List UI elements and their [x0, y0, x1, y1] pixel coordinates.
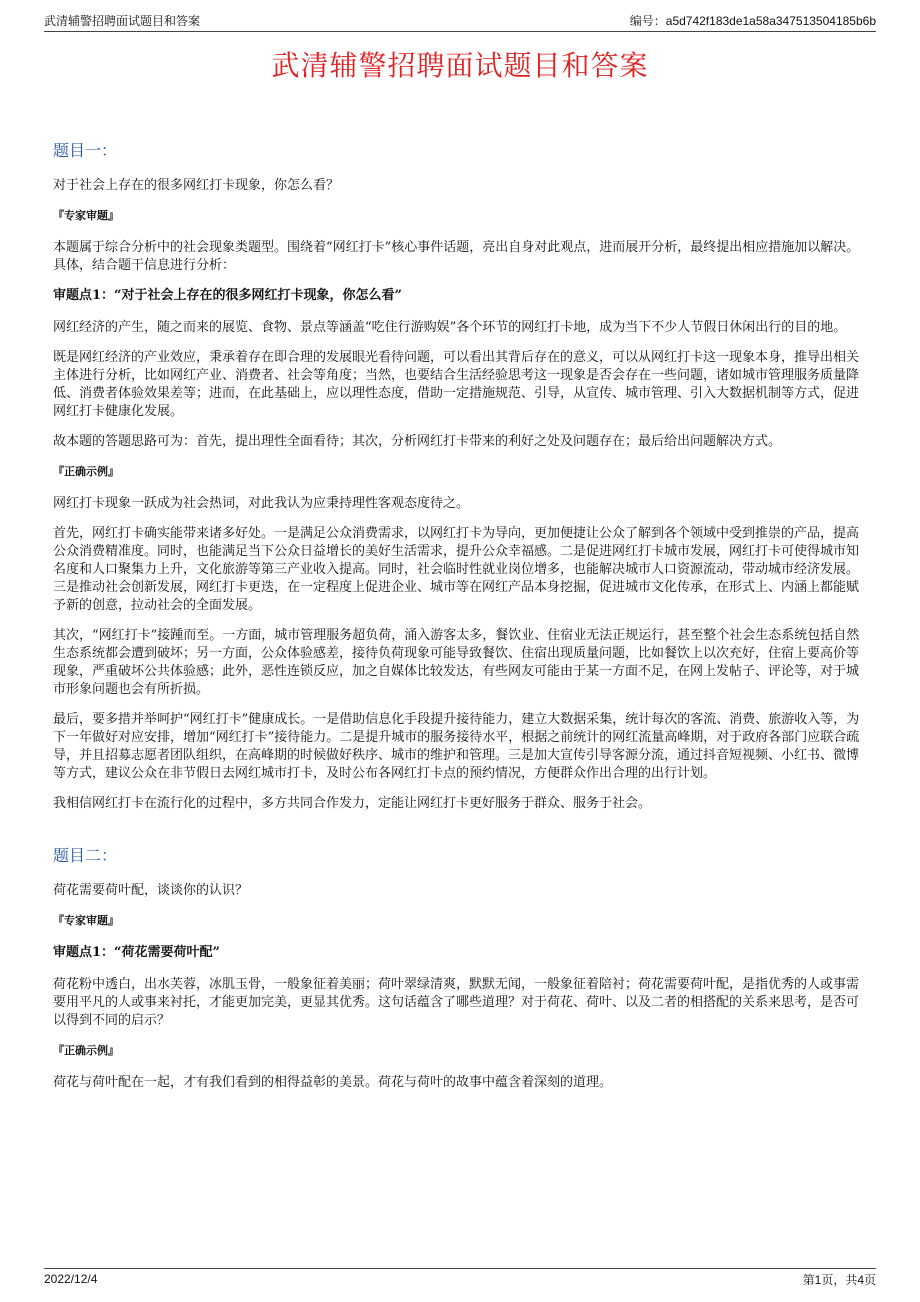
- answer-paragraph: 我相信网红打卡在流行化的过程中，多方共同合作发力，定能让网红打卡更好服务于群众、服务于社会。: [53, 796, 652, 811]
- question-2-text: 荷花需要荷叶配，谈谈你的认识？: [53, 883, 249, 898]
- footer-page-number: 第1页，共4页: [802, 1272, 876, 1287]
- sample-answer-tag: 『正确示例』: [53, 465, 119, 478]
- footer-date: 2022/12/4: [44, 1272, 98, 1286]
- answer-paragraph: 首先，网红打卡确实能带来诸多好处。一是满足公众消费需求，以网红打卡为导向，更加便捷让公众了解到各个领域中受到推崇的产品，提高公众消费精准度。同时，也能满足当下公众日益增长的美好生活需求，提升公众幸福感。二是促进网红打卡城市发展，网红打卡可使得城市知名度和人口聚集力上升，文化旅游等第三产业收入提高。同时，社会临时性就业岗位增多，也能解决城市人口资源流动，带动城市经济发展。三是推动社会创新发展，网红打卡更迭，在一定程度上促进企业、城市等在网红产品本身挖掘，促进城市文化传承，在形式上、内涵上都能赋予新的创意，拉动社会的全面发展。: [53, 526, 860, 613]
- answer-paragraph: 其次，“网红打卡”接踵而至。一方面，城市管理服务超负荷，涌入游客太多，餐饮业、住宿业无法正规运行，甚至整个社会生态系统包括自然生态系统都会遭到破坏；另一方面，公众体验感差，接待负荷现象可能导致餐饮、住宿出现质量问题，比如餐饮上以次充好，住宿上要高价等现象，严重破坏公共体验感；此外，恶性连锁反应，加之自媒体比较发达，有些网友可能由于某一方面不足，在网上发帖子、评论等，对于城市形象问题也会有所折损。: [53, 628, 860, 697]
- header-doc-title: 武清辅警招聘面试题目和答案: [44, 14, 201, 28]
- question-1-text: 对于社会上存在的很多网红打卡现象，你怎么看？: [53, 178, 340, 193]
- page-footer: [44, 1268, 876, 1289]
- question-2-heading: 题目二：: [53, 846, 118, 865]
- document-body: [53, 142, 867, 1104]
- review-paragraph: 故本题的答题思路可为：首先，提出理性全面看待；其次，分析网红打卡带来的利好之处及问题存在；最后给出问题解决方式。: [53, 434, 782, 449]
- answer-paragraph: 荷花与荷叶配在一起，才有我们看到的相得益彰的美景。荷花与荷叶的故事中蕴含着深刻的道理。: [53, 1075, 613, 1090]
- answer-paragraph: 网红打卡现象一跃成为社会热词，对此我认为应秉持理性客观态度待之。: [53, 496, 470, 511]
- review-point-title: 审题点1：“对于社会上存在的很多网红打卡现象，你怎么看”: [53, 288, 403, 303]
- document-title: 武清辅警招聘面试题目和答案: [271, 49, 649, 82]
- question-1-heading: 题目一：: [53, 141, 118, 160]
- expert-review-tag: 『专家审题』: [53, 209, 119, 222]
- expert-review-tag: 『专家审题』: [53, 914, 119, 927]
- review-paragraph: 既是网红经济的产业效应，秉承着存在即合理的发展眼光看待问题，可以看出其背后存在的意义，可以从网红打卡这一现象本身，推导出相关主体进行分析，比如网红产业、消费者、社会等角度；当然，也要结合生活经验思考这一现象是否会存在一些问题，诸如城市管理服务质量降低、消费者体验效果差等；进而，在此基础上，应以理性态度，借助一定措施规范、引导，从宣传、城市管理、引入大数据机制等方式，促进网红打卡健康化发展。: [53, 350, 860, 419]
- review-point-title: 审题点1：“荷花需要荷叶配”: [53, 945, 221, 960]
- page-header: [44, 10, 876, 32]
- expert-review-text: 本题属于综合分析中的社会现象类题型。围绕着“网红打卡”核心事件话题，亮出自身对此观点，进而展开分析，最终提出相应措施加以解决。具体，结合题干信息进行分析：: [53, 240, 860, 273]
- header-doc-id: 编号：a5d742f183de1a58a347513504185b6b: [629, 14, 876, 28]
- review-paragraph: 网红经济的产生，随之而来的展览、食物、景点等涵盖“吃住行游购娱”各个环节的网红打卡地，成为当下不少人节假日休闲出行的目的地。: [53, 320, 847, 335]
- answer-paragraph: 最后，要多措并举呵护“网红打卡”健康成长。一是借助信息化手段提升接待能力，建立大数据采集，统计每次的客流、消费、旅游收入等，为下一年做好对应安排，增加“网红打卡”接待能力。二是提升城市的服务接待水平，根据之前统计的网红流量高峰期，对于政府各部门应联合疏导，并且招募志愿者团队组织，在高峰期的时候做好秩序、城市的维护和管理。三是加大宣传引导客源分流，通过抖音短视频、小红书、微博等方式，建议公众在非节假日去网红城市打卡，及时公布各网红打卡点的预约情况，方便群众作出合理的出行计划。: [53, 712, 860, 781]
- sample-answer-tag: 『正确示例』: [53, 1044, 119, 1057]
- review-paragraph: 荷花粉中透白，出水芙蓉，冰肌玉骨，一般象征着美丽；荷叶翠绿清爽，默默无闻，一般象征着陪衬；荷花需要荷叶配，是指优秀的人或事需要用平凡的人或事来衬托，才能更加完美，更显其优秀。这句话蕴含了哪些道理？对于荷花、荷叶、以及二者的相搭配的关系来思考，是否可以得到不同的启示？: [53, 977, 860, 1028]
